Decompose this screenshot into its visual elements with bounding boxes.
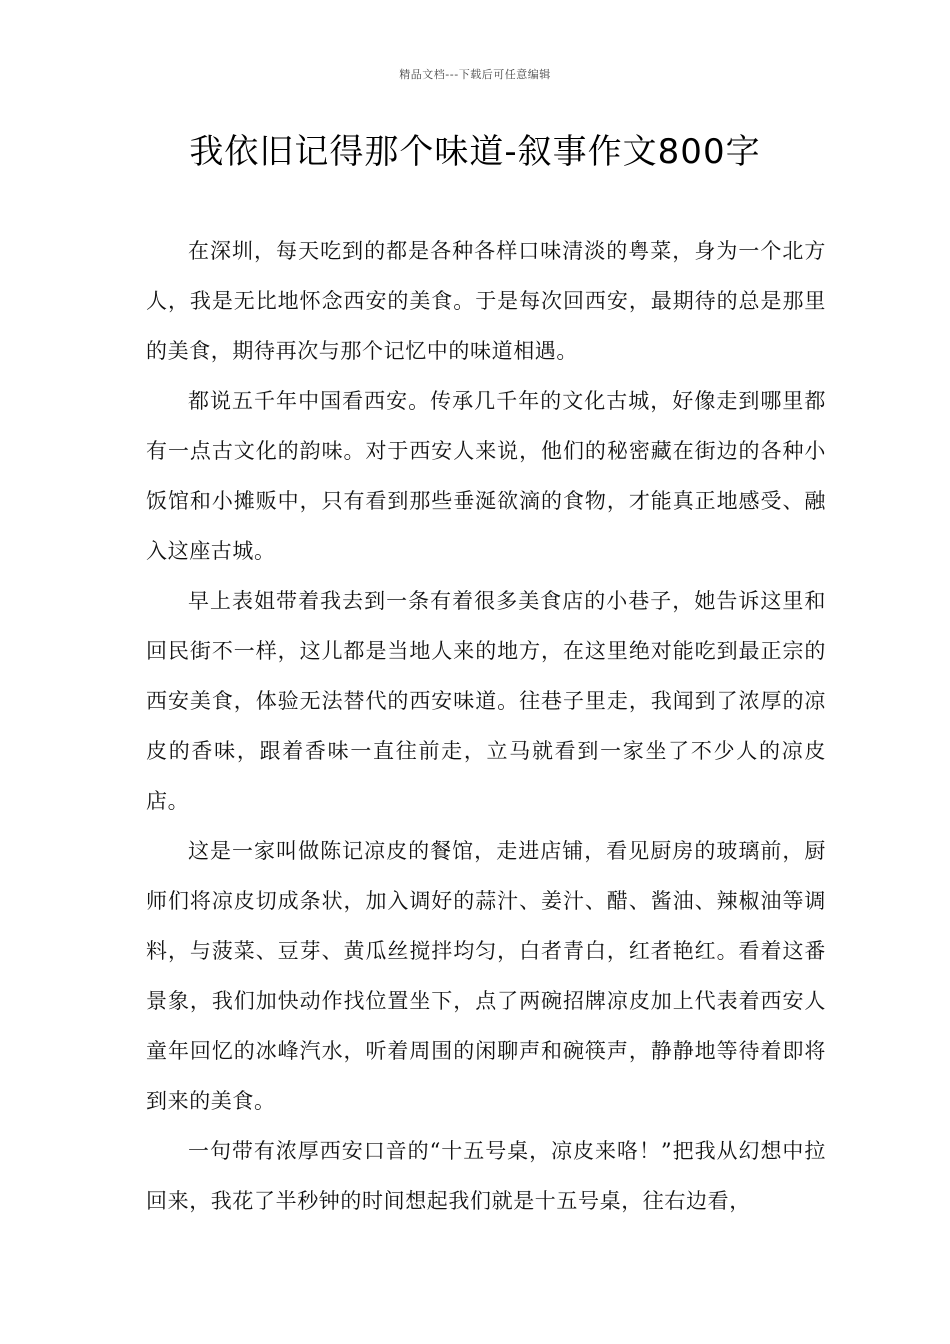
paragraph-1: 在深圳，每天吃到的都是各种各样口味清淡的粤菜，身为一个北方人，我是无比地怀念西安的美食。于是每次回西安，最期待的总是那里的美食，期待再次与那个记忆中的味道相遇。 [146,239,826,363]
header-note: 精品文档---下载后可任意编辑 [399,68,551,81]
paragraph-2: 都说五千年中国看西安。传承几千年的文化古城，好像走到哪里都有一点古文化的韵味。对于西安人来说，他们的秘密藏在街边的各种小饭馆和小摊贩中，只有看到那些垂涎欲滴的食物，才能真正地感受、融入这座古城。 [146,389,826,563]
paragraph-3: 早上表姐带着我去到一条有着很多美食店的小巷子，她告诉这里和回民街不一样，这儿都是当地人来的地方，在这里绝对能吃到最正宗的西安美食，体验无法替代的西安味道。往巷子里走，我闻到了浓厚的凉皮的香味，跟着香味一直往前走，立马就看到一家坐了不少人的凉皮店。 [146,589,826,813]
article-body [146,226,826,1226]
paragraph-5: 一句带有浓厚西安口音的“十五号桌，凉皮来咯！”把我从幻想中拉回来，我花了半秒钟的时间想起我们就是十五号桌，往右边看， [146,1139,826,1213]
document-title: 我依旧记得那个味道-叙事作文800字 [189,132,761,172]
paragraph-4: 这是一家叫做陈记凉皮的餐馆，走进店铺，看见厨房的玻璃前，厨师们将凉皮切成条状，加入调好的蒜汁、姜汁、醋、酱油、辣椒油等调料，与菠菜、豆芽、黄瓜丝搅拌均匀，白者青白，红者艳红。看着这番景象，我们加快动作找位置坐下，点了两碗招牌凉皮加上代表着西安人童年回忆的冰峰汽水，听着周围的闲聊声和碗筷声，静静地等待着即将到来的美食。 [146,839,826,1113]
